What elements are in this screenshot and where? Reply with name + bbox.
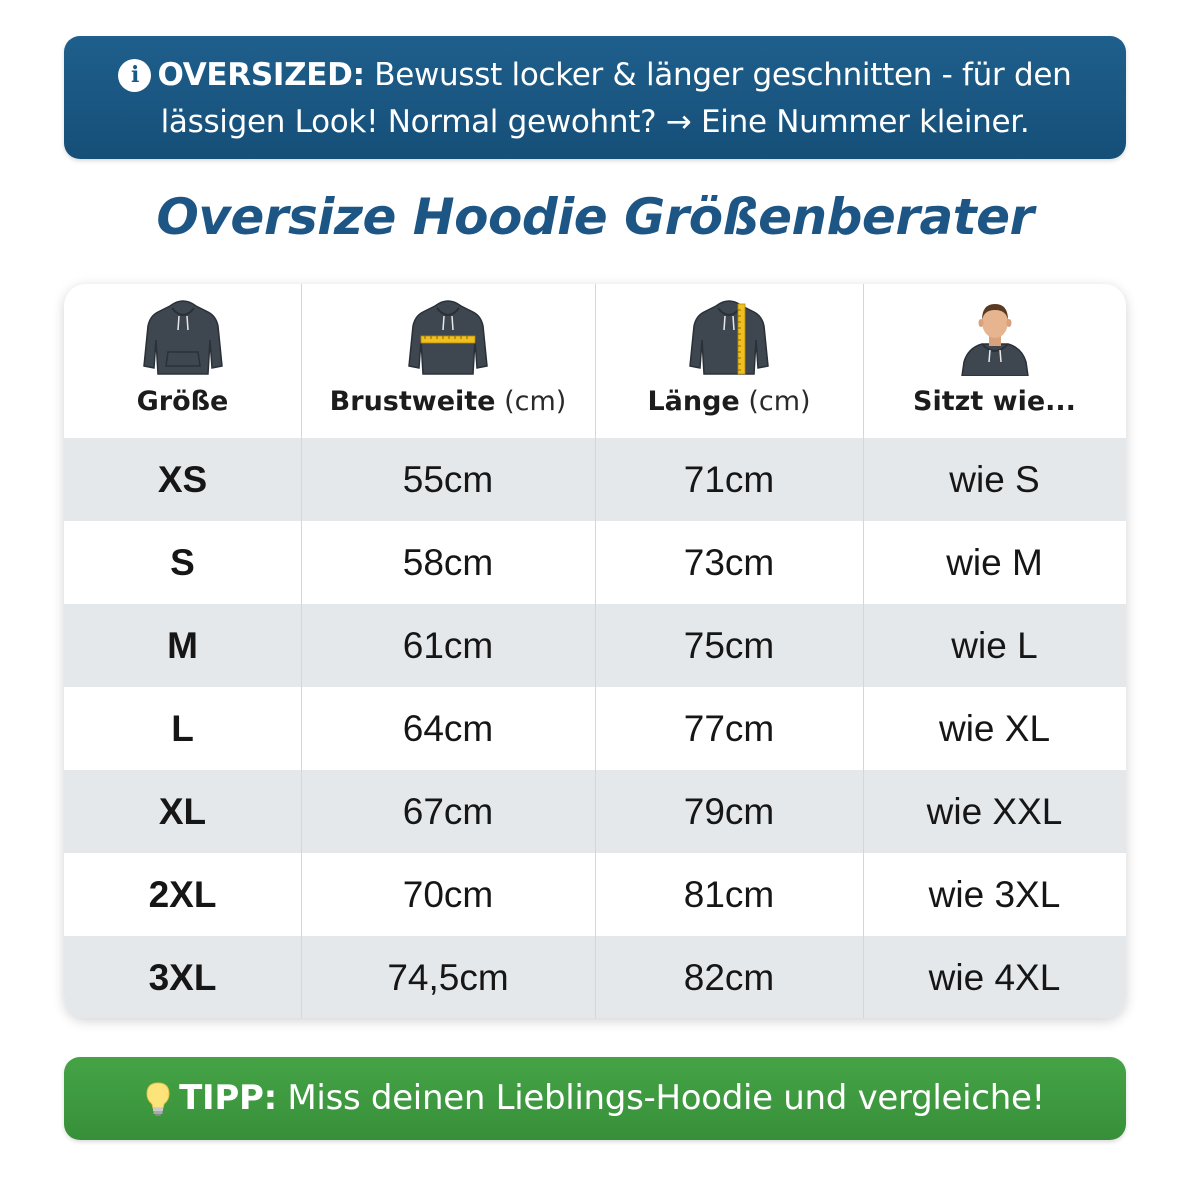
- header-length-unit: (cm): [748, 386, 811, 417]
- cell-fits: wie XXL: [926, 791, 1063, 832]
- column-fits: [863, 284, 1126, 1018]
- header-fits: [863, 284, 1126, 438]
- info-banner-label: OVERSIZED:: [157, 57, 365, 93]
- cell-size: XL: [158, 791, 207, 832]
- cell-length: 75cm: [683, 625, 775, 666]
- info-icon: i: [118, 59, 151, 92]
- cell-size: L: [171, 708, 194, 749]
- cell-chest: 55cm: [402, 459, 494, 500]
- tip-banner-label: TIPP:: [179, 1078, 277, 1118]
- hoodie-icon: [142, 296, 224, 380]
- header-size: [64, 284, 301, 438]
- cell-length: 73cm: [683, 542, 775, 583]
- cell-chest: 58cm: [402, 542, 494, 583]
- cell-length: 79cm: [683, 791, 775, 832]
- page-title: Oversize Hoodie Größenberater: [156, 188, 1034, 246]
- cell-length: 71cm: [683, 459, 775, 500]
- cell-chest: 67cm: [402, 791, 494, 832]
- header-chest-unit: (cm): [504, 386, 567, 417]
- cell-fits: wie S: [949, 459, 1040, 500]
- cell-size: 3XL: [148, 957, 217, 998]
- tip-banner: [64, 1057, 1126, 1140]
- cell-fits: wie XL: [938, 708, 1051, 749]
- cell-chest: 70cm: [402, 874, 494, 915]
- column-length: [595, 284, 864, 1018]
- column-size: [64, 284, 302, 1018]
- cell-size: S: [170, 542, 195, 583]
- header-length: [595, 284, 863, 438]
- cell-size: 2XL: [148, 874, 217, 915]
- cell-length: 77cm: [683, 708, 775, 749]
- oversized-info-banner: [64, 36, 1126, 159]
- cell-chest: 64cm: [402, 708, 494, 749]
- header-length-label: Länge: [647, 386, 740, 417]
- header-chest: [301, 284, 595, 438]
- cell-fits: wie 3XL: [928, 874, 1061, 915]
- person-hoodie-icon: [954, 296, 1036, 380]
- cell-fits: wie M: [946, 542, 1043, 583]
- info-banner-line-2: lässigen Look! Normal gewohnt? → Eine Nummer kleiner.: [160, 104, 1030, 140]
- header-chest-label: Brustweite: [329, 386, 496, 417]
- cell-chest: 74,5cm: [387, 957, 509, 998]
- cell-length: 81cm: [683, 874, 775, 915]
- info-banner-line-1: [64, 52, 1126, 99]
- hoodie-length-measure-icon: [688, 296, 770, 380]
- cell-length: 82cm: [683, 957, 775, 998]
- size-table: [64, 284, 1126, 1018]
- hoodie-chest-measure-icon: [407, 296, 489, 380]
- tip-banner-text: Miss deinen Lieblings-Hoodie und vergleiche!: [287, 1078, 1045, 1118]
- info-banner-text-1: Bewusst locker & länger geschnitten - für den: [374, 57, 1072, 93]
- cell-fits: wie 4XL: [928, 957, 1061, 998]
- cell-chest: 61cm: [402, 625, 494, 666]
- lightbulb-icon: [145, 1065, 171, 1148]
- header-size-label: Größe: [136, 386, 229, 417]
- header-fits-label: Sitzt wie...: [913, 386, 1076, 417]
- column-chest: [301, 284, 596, 1018]
- cell-size: M: [167, 625, 198, 666]
- cell-size: XS: [157, 459, 208, 500]
- cell-fits: wie L: [951, 625, 1038, 666]
